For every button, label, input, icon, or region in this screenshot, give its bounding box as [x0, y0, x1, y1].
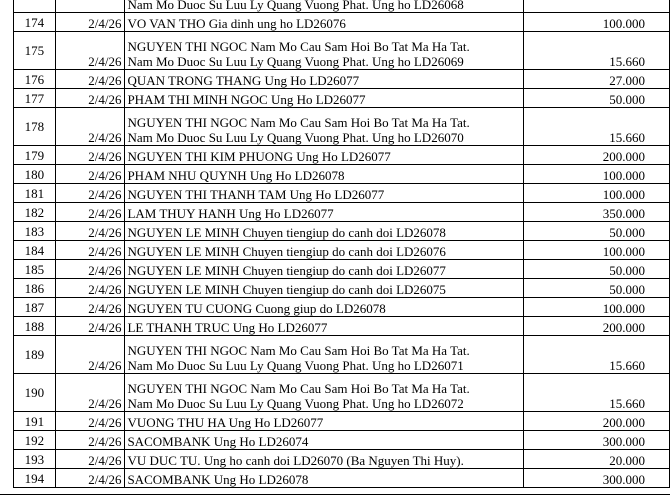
row-amount: 27.000 — [523, 70, 669, 89]
description-line: LAM THUY HANH Ung Ho LD26077 — [127, 206, 334, 221]
description-line: NGUYEN LE MINH Chuyen tiengiup do canh doi LD26078 — [127, 225, 446, 240]
row-number: 189 — [14, 336, 56, 374]
description-line: VUONG THU HA Ung Ho LD26077 — [127, 415, 324, 430]
description-line: PHAM THI MINH NGOC Ung Ho LD26077 — [127, 92, 366, 107]
table-row — [14, 412, 670, 431]
row-date: 2/4/26 — [55, 431, 125, 450]
row-date: 2/4/26 — [55, 241, 125, 260]
row-description — [125, 203, 523, 222]
description-line: NGUYEN THI THANH TAM Ung Ho LD26077 — [127, 187, 385, 202]
row-date: 2/4/26 — [55, 70, 125, 89]
row-description — [125, 469, 523, 488]
row-number: 177 — [14, 89, 56, 108]
description-line: NGUYEN THI KIM PHUONG Ung Ho LD26077 — [127, 149, 391, 164]
table-row — [14, 165, 670, 184]
row-description — [125, 89, 523, 108]
table-row — [14, 32, 670, 70]
row-description — [125, 298, 523, 317]
row-amount: 15.660 — [523, 32, 669, 70]
table-row — [14, 279, 670, 298]
row-date: 2/4/26 — [55, 450, 125, 469]
row-number: 187 — [14, 298, 56, 317]
description-line: VU DUC TU. Ung ho canh doi LD26070 (Ba Nguyen Thi Huy). — [127, 453, 464, 468]
row-amount: 100.000 — [523, 184, 669, 203]
table-row — [14, 469, 670, 488]
description-line: LE THANH TRUC Ung Ho LD26077 — [127, 320, 328, 335]
description-line: SACOMBANK Ung Ho LD26078 — [127, 472, 309, 487]
table-row — [14, 431, 670, 450]
table-row — [14, 203, 670, 222]
row-amount: 15.660 — [523, 108, 669, 146]
description-line: NGUYEN THI NGOC Nam Mo Cau Sam Hoi Bo Tat Ma Ha Tat. — [127, 343, 470, 358]
table-row — [14, 184, 670, 203]
row-amount: 15.660 — [523, 374, 669, 412]
row-amount: 300.000 — [523, 469, 669, 488]
row-description — [125, 222, 523, 241]
row-date: 2/4/26 — [55, 108, 125, 146]
table-row — [14, 298, 670, 317]
description-line: PHAM NHU QUYNH Ung Ho LD26078 — [127, 168, 345, 183]
row-number: 178 — [14, 108, 56, 146]
row-number: 193 — [14, 450, 56, 469]
description-line: NGUYEN LE MINH Chuyen tiengiup do canh doi LD26076 — [127, 244, 446, 259]
table-row — [14, 317, 670, 336]
row-date: 2/4/26 — [55, 13, 125, 32]
row-date: 2/4/26 — [55, 279, 125, 298]
row-amount: 200.000 — [523, 317, 669, 336]
row-amount: 100.000 — [523, 165, 669, 184]
row-number: 191 — [14, 412, 56, 431]
row-amount: 200.000 — [523, 412, 669, 431]
description-line: NGUYEN TU CUONG Cuong giup do LD26078 — [127, 301, 386, 316]
row-amount: 50.000 — [523, 89, 669, 108]
row-description — [125, 32, 523, 70]
row-description — [125, 0, 523, 13]
row-description — [125, 317, 523, 336]
table-row — [14, 260, 670, 279]
row-number: 181 — [14, 184, 56, 203]
table-row — [14, 450, 670, 469]
table-row — [14, 89, 670, 108]
row-amount: 350.000 — [523, 203, 669, 222]
table-row — [14, 336, 670, 374]
row-amount: 300.000 — [523, 431, 669, 450]
row-amount: 100.000 — [523, 241, 669, 260]
row-date: 2/4/26 — [55, 203, 125, 222]
row-date: 2/4/26 — [55, 298, 125, 317]
row-number: 175 — [14, 32, 56, 70]
row-date: 2/4/26 — [55, 146, 125, 165]
description-line: QUAN TRONG THANG Ung Ho LD26077 — [127, 73, 360, 88]
row-amount: 50.000 — [523, 279, 669, 298]
description-line: NGUYEN LE MINH Chuyen tiengiup do canh doi LD26077 — [127, 263, 446, 278]
row-date: 2/4/26 — [55, 32, 125, 70]
description-line: Nam Mo Duoc Su Luu Ly Quang Vuong Phat. Ung ho LD26070 — [127, 130, 464, 145]
table-row — [14, 222, 670, 241]
row-number: 182 — [14, 203, 56, 222]
row-date — [55, 0, 125, 13]
table-row — [14, 70, 670, 89]
row-date: 2/4/26 — [55, 317, 125, 336]
row-number: 190 — [14, 374, 56, 412]
row-description — [125, 336, 523, 374]
row-amount — [523, 0, 669, 13]
table-row — [14, 241, 670, 260]
row-description — [125, 146, 523, 165]
row-amount: 20.000 — [523, 450, 669, 469]
row-number: 186 — [14, 279, 56, 298]
row-number: 194 — [14, 469, 56, 488]
description-line: VO VAN THO Gia dinh ung ho LD26076 — [127, 16, 346, 31]
description-line: Nam Mo Duoc Su Luu Ly Quang Vuong Phat. Ung ho LD26068 — [127, 0, 464, 12]
row-number — [14, 0, 56, 13]
row-date: 2/4/26 — [55, 336, 125, 374]
table-row — [14, 146, 670, 165]
row-description — [125, 165, 523, 184]
table-row — [14, 13, 670, 32]
row-description — [125, 279, 523, 298]
table-row — [14, 108, 670, 146]
row-date: 2/4/26 — [55, 89, 125, 108]
row-description — [125, 431, 523, 450]
row-number: 176 — [14, 70, 56, 89]
description-line: SACOMBANK Ung Ho LD26074 — [127, 434, 309, 449]
row-description — [125, 184, 523, 203]
description-line: NGUYEN LE MINH Chuyen tiengiup do canh doi LD26075 — [127, 282, 446, 297]
row-amount: 50.000 — [523, 260, 669, 279]
table-row — [14, 0, 670, 13]
row-number: 188 — [14, 317, 56, 336]
row-amount: 15.660 — [523, 336, 669, 374]
row-date: 2/4/26 — [55, 165, 125, 184]
table-body — [14, 0, 670, 488]
row-date: 2/4/26 — [55, 374, 125, 412]
row-number: 180 — [14, 165, 56, 184]
table-row — [14, 374, 670, 412]
description-line: NGUYEN THI NGOC Nam Mo Cau Sam Hoi Bo Tat Ma Ha Tat. — [127, 381, 470, 396]
row-description — [125, 70, 523, 89]
row-description — [125, 450, 523, 469]
row-amount: 50.000 — [523, 222, 669, 241]
row-amount: 200.000 — [523, 146, 669, 165]
row-number: 192 — [14, 431, 56, 450]
description-line: NGUYEN THI NGOC Nam Mo Cau Sam Hoi Bo Tat Ma Ha Tat. — [127, 115, 470, 130]
bottom-rule — [0, 494, 670, 495]
donation-table — [13, 0, 670, 488]
row-amount: 100.000 — [523, 13, 669, 32]
description-line: Nam Mo Duoc Su Luu Ly Quang Vuong Phat. Ung ho LD26072 — [127, 396, 464, 411]
row-number: 174 — [14, 13, 56, 32]
description-line: NGUYEN THI NGOC Nam Mo Cau Sam Hoi Bo Tat Ma Ha Tat. — [127, 39, 470, 54]
row-description — [125, 260, 523, 279]
description-line: Nam Mo Duoc Su Luu Ly Quang Vuong Phat. Ung ho LD26069 — [127, 54, 464, 69]
row-description — [125, 241, 523, 260]
row-number: 183 — [14, 222, 56, 241]
row-number: 184 — [14, 241, 56, 260]
row-number: 179 — [14, 146, 56, 165]
row-amount: 100.000 — [523, 298, 669, 317]
row-date: 2/4/26 — [55, 469, 125, 488]
row-description — [125, 412, 523, 431]
row-date: 2/4/26 — [55, 260, 125, 279]
row-description — [125, 108, 523, 146]
row-date: 2/4/26 — [55, 222, 125, 241]
row-number: 185 — [14, 260, 56, 279]
row-date: 2/4/26 — [55, 412, 125, 431]
row-date: 2/4/26 — [55, 184, 125, 203]
row-description — [125, 374, 523, 412]
description-line: Nam Mo Duoc Su Luu Ly Quang Vuong Phat. Ung ho LD26071 — [127, 358, 464, 373]
row-description — [125, 13, 523, 32]
